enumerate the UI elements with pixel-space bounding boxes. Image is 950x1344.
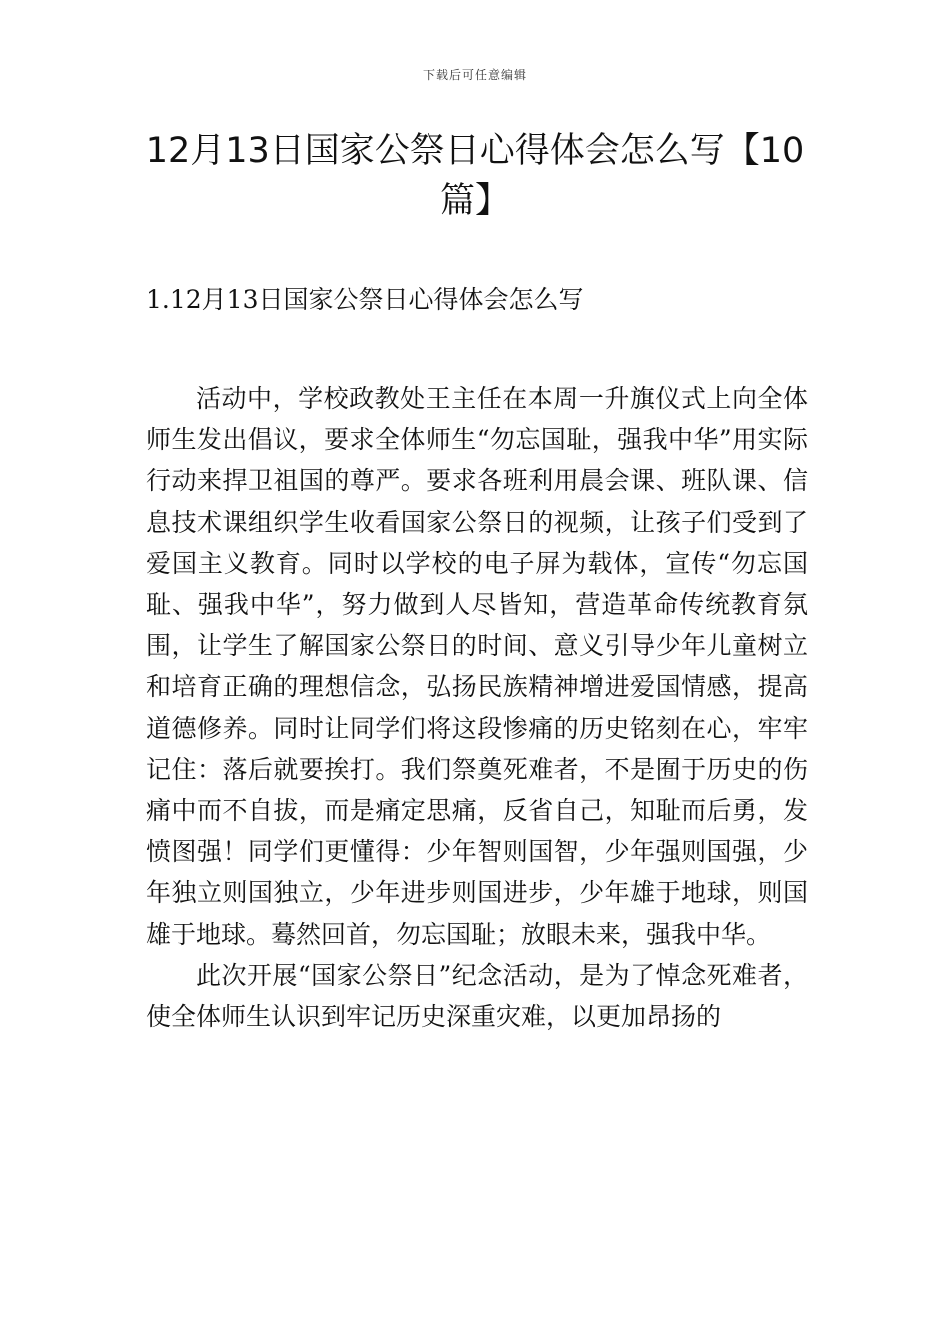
document-title: 12月13日国家公祭日心得体会怎么写【10篇】 [145, 131, 805, 221]
paragraph: 活动中，学校政教处王主任在本周一升旗仪式上向全体师生发出倡议，要求全体师生“勿忘国耻，强我中华”用实际行动来捍卫祖国的尊严。要求各班利用晨会课、班队课、信息技术课组织学生收看国家公祭日的视频，让孩子们受到了爱国主义教育。同时以学校的电子屏为载体，宣传“勿忘国耻、强我中华”，努力做到人尽皆知，营造革命传统教育氛围，让学生了解国家公祭日的时间、意义引导少年儿童树立和培育正确的理想信念，弘扬民族精神增进爱国情感，提高道德修养。同时让同学们将这段惨痛的历史铭刻在心，牢牢记住：落后就要挨打。我们祭奠死难者，不是囿于历史的伤痛中而不自拔，而是痛定思痛，反省自己，知耻而后勇，发愤图强！同学们更懂得：少年智则国智，少年强则国强，少年独立则国独立，少年进步则国进步，少年雄于地球，则国雄于地球。蓦然回首，勿忘国耻；放眼未来，强我中华。 [146, 384, 808, 949]
paragraph: 此次开展“国家公祭日”纪念活动，是为了悼念死难者，使全体师生认识到牢记历史深重灾难，以更加昂扬的 [146, 960, 808, 1032]
header-note: 下载后可任意编辑 [422, 68, 527, 82]
document-body [146, 378, 808, 1037]
section-heading: 1.12月13日国家公祭日心得体会怎么写 [146, 285, 584, 314]
